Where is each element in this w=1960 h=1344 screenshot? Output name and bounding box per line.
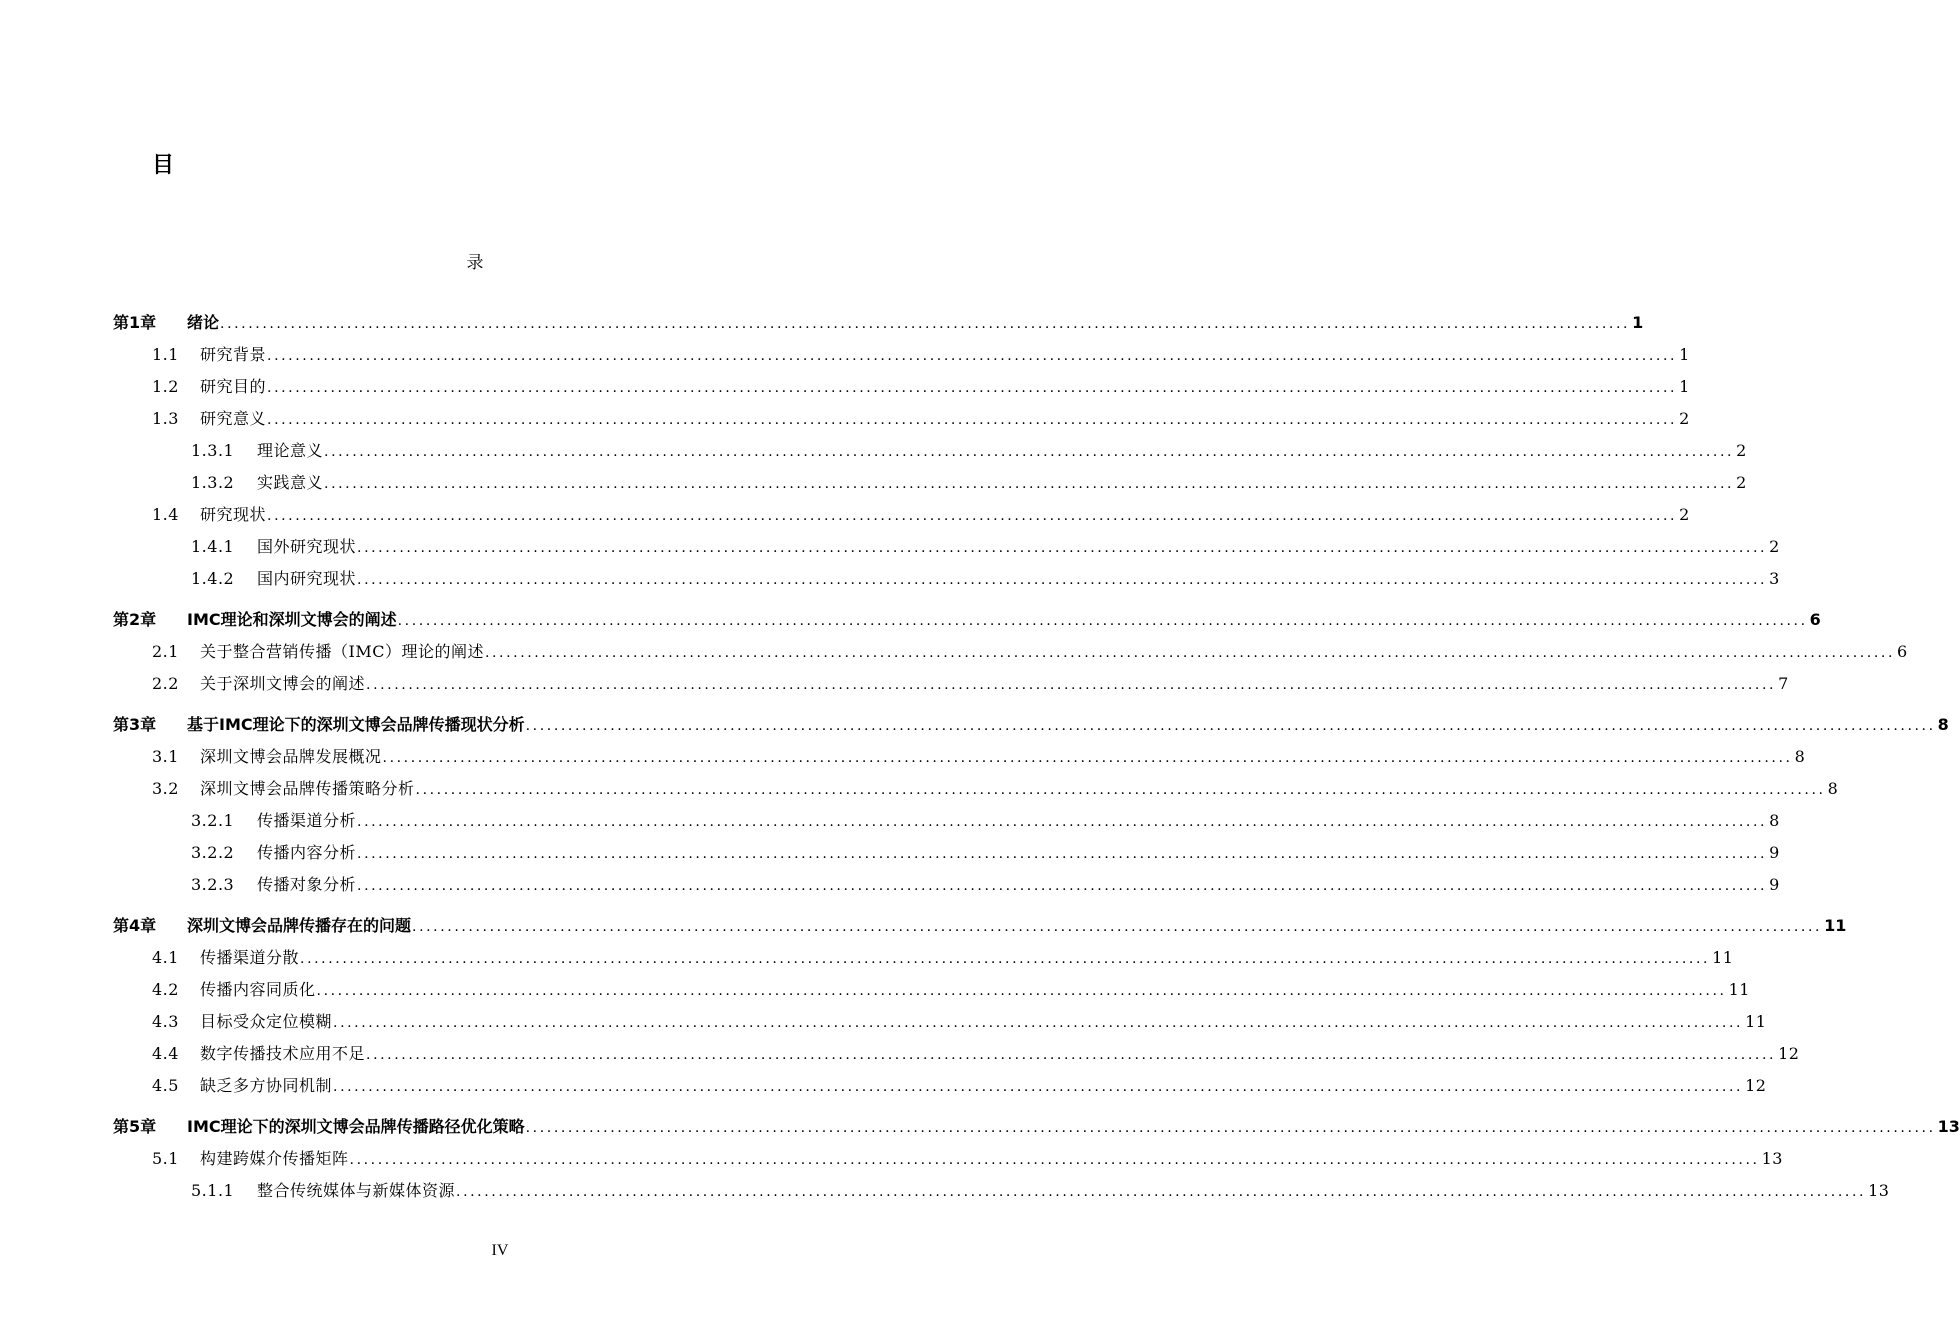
toc-leader-dots: ........................................................................................................................................................................................................ [525,1120,1936,1136]
toc-entry-number: 1.3 [152,409,179,428]
toc-entry-title: 理论意义 [257,441,324,460]
toc-entry-page: 7 [1778,674,1789,693]
toc-entry-title: 深圳文博会品牌传播策略分析 [200,779,415,798]
toc-entry-number: 3.2.2 [191,843,235,862]
toc-entry[interactable] [191,841,1780,865]
toc-entry[interactable] [191,439,1747,463]
toc-entry-title: 关于整合营销传播（IMC）理论的阐述 [200,642,484,661]
toc-leader-dots: ........................................................................................................................................................................................................ [357,572,1768,588]
toc-entry-page: 11 [1712,948,1734,967]
toc-entry[interactable] [152,1074,1767,1098]
toc-entry-page: 13 [1937,1117,1960,1136]
toc-entry[interactable] [191,535,1780,559]
toc-entry[interactable] [152,978,1750,1002]
toc-title-lu: 录 [466,253,484,273]
toc-entry-number: 第5章 [113,1117,157,1136]
toc-entry-page: 13 [1868,1181,1890,1200]
toc-entry[interactable] [152,777,1839,801]
toc-entry-page: 8 [1937,715,1949,734]
toc-leader-dots: ........................................................................................................................................................................................................ [324,476,1735,492]
toc-entry-page: 2 [1769,537,1780,556]
toc-entry-number: 4.4 [152,1044,179,1063]
toc-entry-title: 绪论 [187,313,220,332]
toc-leader-dots: ........................................................................................................................................................................................................ [316,983,1727,999]
toc-entry-number: 1.4.2 [191,569,235,588]
toc-entry-number: 第1章 [113,313,157,332]
toc-entry-page: 2 [1679,409,1690,428]
toc-entry-number: 2.1 [152,642,179,661]
toc-entry-number: 1.4 [152,505,179,524]
toc-leader-dots: ........................................................................................................................................................................................................ [382,750,1793,766]
toc-entry[interactable] [113,914,1847,938]
toc-entry-title: 传播渠道分散 [200,948,300,967]
toc-entry[interactable] [113,1115,1960,1139]
toc-entry-title: 传播内容同质化 [200,980,316,999]
toc-entry-title: 整合传统媒体与新媒体资源 [257,1181,456,1200]
toc-entry[interactable] [152,503,1690,527]
toc-entry-page: 9 [1769,843,1780,862]
toc-entry-title: 传播对象分析 [257,875,357,894]
toc-entry-number: 3.2.3 [191,875,235,894]
toc-leader-dots: ........................................................................................................................................................................................................ [357,878,1768,894]
toc-entry-page: 2 [1679,505,1690,524]
toc-entry-number: 第2章 [113,610,157,629]
toc-entry-page: 11 [1824,916,1847,935]
toc-entry-number: 4.5 [152,1076,179,1095]
toc-entry-number: 1.1 [152,345,179,364]
toc-entry-number: 1.3.1 [191,441,235,460]
toc-entry-title: 数字传播技术应用不足 [200,1044,366,1063]
toc-leader-dots: ........................................................................................................................................................................................................ [324,444,1735,460]
toc-entry[interactable] [152,343,1690,367]
toc-leader-dots: ........................................................................................................................................................................................................ [267,348,1678,364]
toc-entry-number: 3.2.1 [191,811,235,830]
toc-entry[interactable] [152,407,1690,431]
toc-entry-title: 深圳文博会品牌传播存在的问题 [187,916,412,935]
toc-entry-page: 1 [1679,377,1690,396]
toc-leader-dots: ........................................................................................................................................................................................................ [349,1152,1760,1168]
toc-entry-page: 6 [1809,610,1821,629]
toc-entry-number: 1.4.1 [191,537,235,556]
toc-entry-title: IMC理论和深圳文博会的阐述 [187,610,397,629]
toc-entry-page: 2 [1736,473,1747,492]
toc-entry-title: 构建跨媒介传播矩阵 [200,1149,349,1168]
toc-entry-title: 目标受众定位模糊 [200,1012,333,1031]
toc-entry-title: 传播内容分析 [257,843,357,862]
toc-entry-number: 4.3 [152,1012,179,1031]
toc-entry-page: 9 [1769,875,1780,894]
toc-entry[interactable] [191,809,1780,833]
toc-entry-page: 1 [1632,313,1644,332]
toc-leader-dots: ........................................................................................................................................................................................................ [357,846,1768,862]
toc-entry-title: 研究现状 [200,505,267,524]
toc-entry[interactable] [152,375,1690,399]
toc-leader-dots: ........................................................................................................................................................................................................ [267,380,1678,396]
toc-entry[interactable] [152,672,1789,696]
toc-entry[interactable] [152,745,1806,769]
toc-entry[interactable] [113,608,1821,632]
toc-entry-number: 4.1 [152,948,179,967]
page-number-footer: IV [491,1242,509,1259]
toc-entry-title: 国外研究现状 [257,537,357,556]
toc-entry-number: 第3章 [113,715,157,734]
toc-entry[interactable] [191,1179,1890,1203]
toc-entry-number: 第4章 [113,916,157,935]
toc-leader-dots: ........................................................................................................................................................................................................ [357,540,1768,556]
toc-leader-dots: ........................................................................................................................................................................................................ [456,1184,1867,1200]
toc-entry-title: 传播渠道分析 [257,811,357,830]
toc-entry[interactable] [152,946,1734,970]
toc-entry-page: 8 [1794,747,1806,766]
toc-leader-dots: ........................................................................................................................................................................................................ [415,782,1826,798]
toc-entry-page: 3 [1769,569,1780,588]
toc-entry-page: 2 [1736,441,1747,460]
toc-entry-title: 研究目的 [200,377,267,396]
toc-leader-dots: ........................................................................................................................................................................................................ [333,1079,1744,1095]
toc-entry[interactable] [152,1042,1800,1066]
toc-entry-page: 6 [1897,642,1908,661]
toc-leader-dots: ........................................................................................................................................................................................................ [484,645,1895,661]
toc-leader-dots: ........................................................................................................................................................................................................ [366,1047,1777,1063]
toc-entry-number: 1.2 [152,377,179,396]
toc-entry[interactable] [152,1147,1783,1171]
toc-title-mu: 目 [152,153,175,178]
toc-entry-title: 深圳文博会品牌发展概况 [200,747,382,766]
toc-entry-number: 5.1 [152,1149,179,1168]
toc-leader-dots: ........................................................................................................................................................................................................ [412,919,1823,935]
toc-entry[interactable] [191,873,1780,897]
toc-entry-number: 3.2 [152,779,179,798]
toc-leader-dots: ........................................................................................................................................................................................................ [525,718,1936,734]
toc-leader-dots: ........................................................................................................................................................................................................ [267,412,1678,428]
toc-entry-title: 研究意义 [200,409,267,428]
toc-entry-title: 研究背景 [200,345,267,364]
toc-entry-number: 4.2 [152,980,179,999]
toc-entry-title: 国内研究现状 [257,569,357,588]
toc-entry[interactable] [191,471,1747,495]
toc-entry-number: 2.2 [152,674,179,693]
toc-entry-title: 实践意义 [257,473,324,492]
toc-entry-title: 基于IMC理论下的深圳文博会品牌传播现状分析 [187,715,525,734]
toc-entry[interactable] [113,713,1949,737]
toc-leader-dots: ........................................................................................................................................................................................................ [333,1015,1744,1031]
toc-entry-number: 5.1.1 [191,1181,235,1200]
toc-entry-page: 1 [1679,345,1690,364]
toc-leader-dots: ........................................................................................................................................................................................................ [300,951,1711,967]
toc-leader-dots: ........................................................................................................................................................................................................ [397,613,1808,629]
toc-entry-page: 12 [1745,1076,1767,1095]
toc-entry-number: 3.1 [152,747,179,766]
toc-entry-page: 11 [1745,1012,1767,1031]
toc-leader-dots: ........................................................................................................................................................................................................ [357,814,1768,830]
toc-entry-page: 8 [1769,811,1780,830]
toc-entry-page: 12 [1778,1044,1800,1063]
toc-entry[interactable] [191,567,1780,591]
toc-leader-dots: ........................................................................................................................................................................................................ [220,316,1631,332]
toc-entry-page: 11 [1728,980,1750,999]
toc-leader-dots: ........................................................................................................................................................................................................ [366,677,1777,693]
toc-entry[interactable] [113,311,1644,335]
toc-entry-page: 13 [1761,1149,1783,1168]
toc-entry-title: 缺乏多方协同机制 [200,1076,333,1095]
toc-entry-title: IMC理论下的深圳文博会品牌传播路径优化策略 [187,1117,525,1136]
toc-leader-dots: ........................................................................................................................................................................................................ [267,508,1678,524]
toc-entry-page: 8 [1827,779,1839,798]
toc-entry-title: 关于深圳文博会的阐述 [200,674,366,693]
toc-entry-number: 1.3.2 [191,473,235,492]
toc-entry[interactable] [152,640,1908,664]
toc-entry[interactable] [152,1010,1767,1034]
